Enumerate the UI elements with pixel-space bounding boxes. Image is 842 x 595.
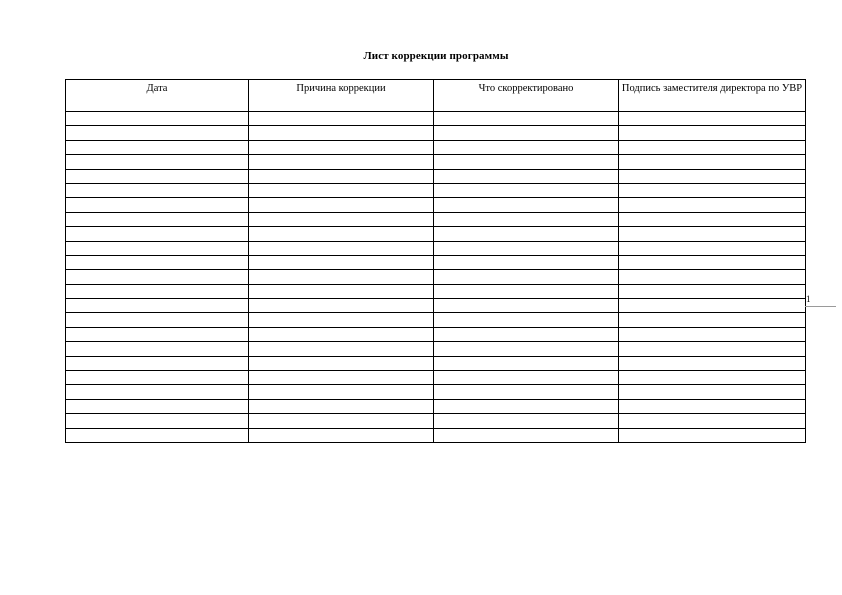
date-cell[interactable]	[66, 227, 249, 241]
signature-cell[interactable]	[619, 299, 806, 313]
what-corrected-cell[interactable]	[434, 140, 619, 154]
table-row	[66, 255, 806, 269]
signature-cell[interactable]	[619, 155, 806, 169]
table-body	[66, 112, 806, 443]
reason-cell[interactable]	[249, 284, 434, 298]
date-cell[interactable]	[66, 414, 249, 428]
correction-table	[65, 79, 806, 443]
what-corrected-cell[interactable]	[434, 313, 619, 327]
what-corrected-cell[interactable]	[434, 299, 619, 313]
date-cell[interactable]	[66, 112, 249, 126]
date-cell[interactable]	[66, 198, 249, 212]
date-cell[interactable]	[66, 212, 249, 226]
table-row	[66, 227, 806, 241]
reason-cell[interactable]	[249, 414, 434, 428]
what-corrected-cell[interactable]	[434, 371, 619, 385]
reason-cell[interactable]	[249, 428, 434, 442]
date-cell[interactable]	[66, 255, 249, 269]
header-signature: Подпись заместителя директора по УВР	[619, 80, 806, 112]
what-corrected-cell[interactable]	[434, 284, 619, 298]
table-header-row	[66, 80, 806, 112]
page-title: Лист коррекции программы	[363, 50, 509, 62]
what-corrected-cell[interactable]	[434, 414, 619, 428]
table-row	[66, 212, 806, 226]
table-row	[66, 169, 806, 183]
reason-cell[interactable]	[249, 112, 434, 126]
reason-cell[interactable]	[249, 227, 434, 241]
what-corrected-cell[interactable]	[434, 428, 619, 442]
date-cell[interactable]	[66, 284, 249, 298]
reason-cell[interactable]	[249, 385, 434, 399]
date-cell[interactable]	[66, 169, 249, 183]
signature-cell[interactable]	[619, 414, 806, 428]
table-row	[66, 241, 806, 255]
signature-cell[interactable]	[619, 140, 806, 154]
reason-cell[interactable]	[249, 342, 434, 356]
signature-cell[interactable]	[619, 227, 806, 241]
signature-cell[interactable]	[619, 399, 806, 413]
signature-cell[interactable]	[619, 356, 806, 370]
date-cell[interactable]	[66, 126, 249, 140]
signature-cell[interactable]	[619, 270, 806, 284]
reason-cell[interactable]	[249, 183, 434, 197]
date-cell[interactable]	[66, 371, 249, 385]
signature-cell[interactable]	[619, 284, 806, 298]
table-row	[66, 356, 806, 370]
table-row	[66, 342, 806, 356]
reason-cell[interactable]	[249, 126, 434, 140]
date-cell[interactable]	[66, 140, 249, 154]
header-date: Дата	[66, 80, 249, 112]
table-row	[66, 183, 806, 197]
table-row	[66, 112, 806, 126]
table-row	[66, 284, 806, 298]
what-corrected-cell[interactable]	[434, 126, 619, 140]
signature-cell[interactable]	[619, 371, 806, 385]
signature-cell[interactable]	[619, 428, 806, 442]
what-corrected-cell[interactable]	[434, 255, 619, 269]
table-row	[66, 270, 806, 284]
what-corrected-cell[interactable]	[434, 385, 619, 399]
signature-cell[interactable]	[619, 342, 806, 356]
what-corrected-cell[interactable]	[434, 183, 619, 197]
date-cell[interactable]	[66, 356, 249, 370]
date-cell[interactable]	[66, 385, 249, 399]
reason-cell[interactable]	[249, 356, 434, 370]
reason-cell[interactable]	[249, 241, 434, 255]
margin-marker: 1	[805, 293, 836, 307]
table-row	[66, 198, 806, 212]
reason-cell[interactable]	[249, 169, 434, 183]
signature-cell[interactable]	[619, 385, 806, 399]
table-row	[66, 385, 806, 399]
what-corrected-cell[interactable]	[434, 212, 619, 226]
date-cell[interactable]	[66, 270, 249, 284]
signature-cell[interactable]	[619, 255, 806, 269]
reason-cell[interactable]	[249, 270, 434, 284]
date-cell[interactable]	[66, 428, 249, 442]
date-cell[interactable]	[66, 299, 249, 313]
reason-cell[interactable]	[249, 212, 434, 226]
date-cell[interactable]	[66, 183, 249, 197]
table-row	[66, 428, 806, 442]
reason-cell[interactable]	[249, 140, 434, 154]
date-cell[interactable]	[66, 327, 249, 341]
reason-cell[interactable]	[249, 327, 434, 341]
table-row	[66, 399, 806, 413]
what-corrected-cell[interactable]	[434, 342, 619, 356]
signature-cell[interactable]	[619, 198, 806, 212]
reason-cell[interactable]	[249, 313, 434, 327]
what-corrected-cell[interactable]	[434, 227, 619, 241]
what-corrected-cell[interactable]	[434, 327, 619, 341]
date-cell[interactable]	[66, 342, 249, 356]
what-corrected-cell[interactable]	[434, 399, 619, 413]
signature-cell[interactable]	[619, 112, 806, 126]
what-corrected-cell[interactable]	[434, 112, 619, 126]
what-corrected-cell[interactable]	[434, 169, 619, 183]
reason-cell[interactable]	[249, 371, 434, 385]
header-what-corrected: Что скорректировано	[434, 80, 619, 112]
date-cell[interactable]	[66, 399, 249, 413]
reason-cell[interactable]	[249, 255, 434, 269]
date-cell[interactable]	[66, 313, 249, 327]
what-corrected-cell[interactable]	[434, 241, 619, 255]
what-corrected-cell[interactable]	[434, 155, 619, 169]
table-row	[66, 140, 806, 154]
date-cell[interactable]	[66, 155, 249, 169]
reason-cell[interactable]	[249, 198, 434, 212]
signature-cell[interactable]	[619, 313, 806, 327]
signature-cell[interactable]	[619, 169, 806, 183]
what-corrected-cell[interactable]	[434, 270, 619, 284]
signature-cell[interactable]	[619, 212, 806, 226]
what-corrected-cell[interactable]	[434, 198, 619, 212]
table-row	[66, 313, 806, 327]
header-reason: Причина коррекции	[249, 80, 434, 112]
signature-cell[interactable]	[619, 327, 806, 341]
date-cell[interactable]	[66, 241, 249, 255]
table-row	[66, 327, 806, 341]
table-row	[66, 371, 806, 385]
reason-cell[interactable]	[249, 155, 434, 169]
table-row	[66, 126, 806, 140]
table-row	[66, 299, 806, 313]
signature-cell[interactable]	[619, 183, 806, 197]
reason-cell[interactable]	[249, 399, 434, 413]
table-row	[66, 414, 806, 428]
signature-cell[interactable]	[619, 241, 806, 255]
what-corrected-cell[interactable]	[434, 356, 619, 370]
signature-cell[interactable]	[619, 126, 806, 140]
table-row	[66, 155, 806, 169]
reason-cell[interactable]	[249, 299, 434, 313]
